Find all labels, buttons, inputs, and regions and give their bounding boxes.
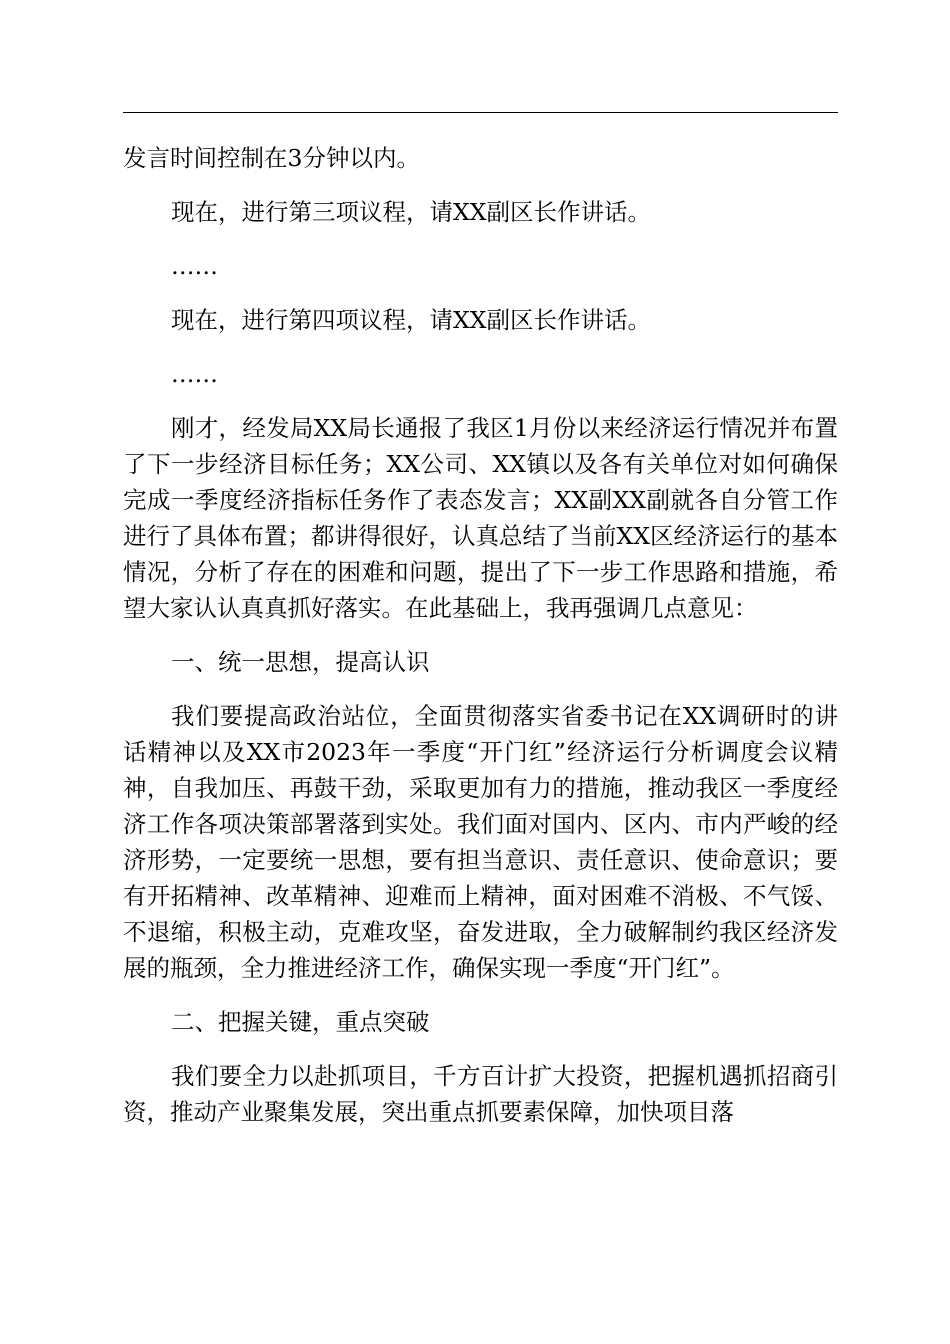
paragraph-ellipsis: …… (171, 360, 218, 388)
paragraph-summary: 刚才，经发局XX局长通报了我区1月份以来经济运行情况并布置了下一步经济目标任务；XX公司、XX镇以及各有关单位对如何确保完成一季度经济指标任务作了表态发言；XX副XX副就各自分管工作进行了具体布置；都讲得很好，认真总结了当前XX区经济运行的基本情况，分析了存在的困难和问题，提出了下一步工作思路和措施，希望大家认认真真抓好落实。在此基础上，我再强调几点意见： (123, 414, 838, 622)
section-heading-1: 一、统一思想，提高认识 (171, 648, 430, 676)
paragraph-section-2-body: 我们要全力以赴抓项目，千方百计扩大投资，把握机遇抓招商引资，推动产业聚集发展，突出重点抓要素保障，加快项目落 (123, 1062, 838, 1126)
paragraph-continuation: 发言时间控制在3分钟以内。 (123, 144, 420, 172)
paragraph-ellipsis: …… (171, 252, 218, 280)
paragraph-agenda-item-3: 现在，进行第三项议程，请XX副区长作讲话。 (171, 198, 651, 226)
header-rule (123, 112, 838, 113)
document-body (123, 140, 838, 1130)
paragraph-agenda-item-4: 现在，进行第四项议程，请XX副区长作讲话。 (171, 306, 651, 334)
paragraph-section-1-body: 我们要提高政治站位，全面贯彻落实省委书记在XX调研时的讲话精神以及XX市2023年一季度“开门红”经济运行分析调度会议精神，自我加压、再鼓干劲，采取更加有力的措施，推动我区一季度经济工作各项决策部署落到实处。我们面对国内、区内、市内严峻的经济形势，一定要统一思想，要有担当意识、责任意识、使命意识；要有开拓精神、改革精神、迎难而上精神，面对困难不消极、不气馁、不退缩，积极主动，克难攻坚，奋发进取，全力破解制约我区经济发展的瓶颈，全力推进经济工作，确保实现一季度“开门红”。 (123, 702, 838, 982)
section-heading-2: 二、把握关键，重点突破 (171, 1008, 430, 1036)
